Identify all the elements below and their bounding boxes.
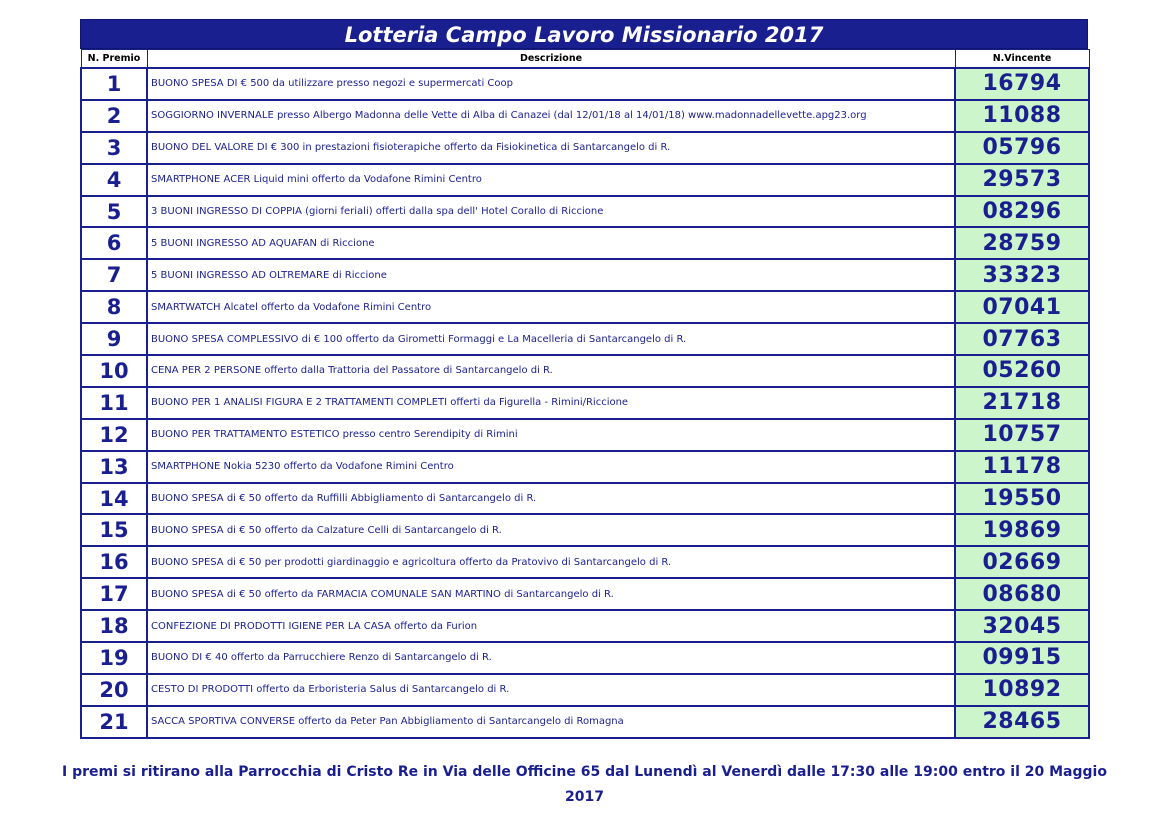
winning-number: 28465: [955, 706, 1089, 738]
prize-description: SOGGIORNO INVERNALE presso Albergo Madonna delle Vette di Alba di Canazei (dal 12/01/18 al 14/01/18) www.madonnadellevette.apg23.org: [147, 100, 955, 132]
prize-description: SMARTPHONE Nokia 5230 offerto da Vodafone Rimini Centro: [147, 451, 955, 483]
header-winning-number: N.Vincente: [955, 50, 1089, 69]
winning-number: 28759: [955, 227, 1089, 259]
header-prize-number: N. Premio: [81, 50, 147, 69]
table-row: [81, 68, 1089, 100]
table-row: [81, 674, 1089, 706]
pickup-note: I premi si ritirano alla Parrocchia di Cristo Re in Via delle Officine 65 dal Lunendì al Venerdì dalle 17:30 alle 19:00 entro il 20 Maggio 2017: [62, 764, 1107, 805]
prize-description: BUONO SPESA COMPLESSIVO di € 100 offerto da Girometti Formaggi e La Macelleria di Santarcangelo di R.: [147, 323, 955, 355]
winning-number: 33323: [955, 259, 1089, 291]
prize-description: BUONO SPESA di € 50 offerto da Ruffilli Abbigliamento di Santarcangelo di R.: [147, 483, 955, 515]
winning-number: 11178: [955, 451, 1089, 483]
table-row: [81, 132, 1089, 164]
prize-number: 18: [81, 610, 147, 642]
table-row: [81, 259, 1089, 291]
table-row: [81, 100, 1089, 132]
prize-number: 8: [81, 291, 147, 323]
prize-description: BUONO PER 1 ANALISI FIGURA E 2 TRATTAMENTI COMPLETI offerti da Figurella - Rimini/Riccione: [147, 387, 955, 419]
table-header-row: [81, 50, 1089, 69]
prize-number: 13: [81, 451, 147, 483]
table-row: [81, 291, 1089, 323]
prize-description: BUONO SPESA di € 50 per prodotti giardinaggio e agricoltura offerto da Pratovivo di Santarcangelo di R.: [147, 546, 955, 578]
table-row: [81, 483, 1089, 515]
table-row: [81, 706, 1089, 738]
prize-number: 3: [81, 132, 147, 164]
lottery-sheet: [80, 19, 1088, 739]
prize-number: 9: [81, 323, 147, 355]
table-row: [81, 387, 1089, 419]
prize-description: CONFEZIONE DI PRODOTTI IGIENE PER LA CASA offerto da Furion: [147, 610, 955, 642]
prize-number: 4: [81, 164, 147, 196]
prize-rows: [81, 68, 1089, 738]
winning-number: 29573: [955, 164, 1089, 196]
winning-number: 10892: [955, 674, 1089, 706]
winning-number: 07763: [955, 323, 1089, 355]
winning-number: 19869: [955, 514, 1089, 546]
prize-description: SMARTWATCH Alcatel offerto da Vodafone Rimini Centro: [147, 291, 955, 323]
prize-number: 21: [81, 706, 147, 738]
prize-description: BUONO DI € 40 offerto da Parrucchiere Renzo di Santarcangelo di R.: [147, 642, 955, 674]
table-row: [81, 355, 1089, 387]
prize-number: 6: [81, 227, 147, 259]
prize-description: CENA PER 2 PERSONE offerto dalla Trattoria del Passatore di Santarcangelo di R.: [147, 355, 955, 387]
prize-description: CESTO DI PRODOTTI offerto da Erboristeria Salus di Santarcangelo di R.: [147, 674, 955, 706]
winning-number: 16794: [955, 68, 1089, 100]
prize-description: SMARTPHONE ACER Liquid mini offerto da Vodafone Rimini Centro: [147, 164, 955, 196]
prize-number: 15: [81, 514, 147, 546]
winning-number: 05260: [955, 355, 1089, 387]
table-row: [81, 514, 1089, 546]
winning-number: 08680: [955, 578, 1089, 610]
winning-number: 19550: [955, 483, 1089, 515]
prize-table: [80, 49, 1090, 739]
prize-number: 16: [81, 546, 147, 578]
prize-number: 5: [81, 196, 147, 228]
winning-number: 09915: [955, 642, 1089, 674]
winning-number: 02669: [955, 546, 1089, 578]
winning-number: 32045: [955, 610, 1089, 642]
prize-description: BUONO PER TRATTAMENTO ESTETICO presso centro Serendipity di Rimini: [147, 419, 955, 451]
prize-number: 14: [81, 483, 147, 515]
prize-description: SACCA SPORTIVA CONVERSE offerto da Peter Pan Abbigliamento di Santarcangelo di Romagna: [147, 706, 955, 738]
table-row: [81, 578, 1089, 610]
winning-number: 21718: [955, 387, 1089, 419]
prize-number: 19: [81, 642, 147, 674]
prize-number: 7: [81, 259, 147, 291]
prize-number: 12: [81, 419, 147, 451]
table-row: [81, 164, 1089, 196]
table-row: [81, 323, 1089, 355]
prize-number: 20: [81, 674, 147, 706]
winning-number: 10757: [955, 419, 1089, 451]
prize-number: 2: [81, 100, 147, 132]
prize-description: 5 BUONI INGRESSO AD AQUAFAN di Riccione: [147, 227, 955, 259]
winning-number: 11088: [955, 100, 1089, 132]
table-row: [81, 451, 1089, 483]
table-row: [81, 196, 1089, 228]
prize-description: 5 BUONI INGRESSO AD OLTREMARE di Riccione: [147, 259, 955, 291]
winning-number: 05796: [955, 132, 1089, 164]
table-row: [81, 610, 1089, 642]
prize-description: BUONO SPESA DI € 500 da utilizzare presso negozi e supermercati Coop: [147, 68, 955, 100]
prize-description: 3 BUONI INGRESSO DI COPPIA (giorni feriali) offerti dalla spa dell' Hotel Corallo di Riccione: [147, 196, 955, 228]
winning-number: 07041: [955, 291, 1089, 323]
prize-description: BUONO DEL VALORE DI € 300 in prestazioni fisioterapiche offerto da Fisiokinetica di Santarcangelo di R.: [147, 132, 955, 164]
prize-number: 1: [81, 68, 147, 100]
prize-number: 11: [81, 387, 147, 419]
prize-description: BUONO SPESA di € 50 offerto da Calzature Celli di Santarcangelo di R.: [147, 514, 955, 546]
page-title: Lotteria Campo Lavoro Missionario 2017: [80, 19, 1088, 49]
table-row: [81, 227, 1089, 259]
prize-number: 10: [81, 355, 147, 387]
table-row: [81, 419, 1089, 451]
winning-number: 08296: [955, 196, 1089, 228]
table-row: [81, 642, 1089, 674]
table-row: [81, 546, 1089, 578]
prize-number: 17: [81, 578, 147, 610]
header-description: Descrizione: [147, 50, 955, 69]
prize-description: BUONO SPESA di € 50 offerto da FARMACIA COMUNALE SAN MARTINO di Santarcangelo di R.: [147, 578, 955, 610]
